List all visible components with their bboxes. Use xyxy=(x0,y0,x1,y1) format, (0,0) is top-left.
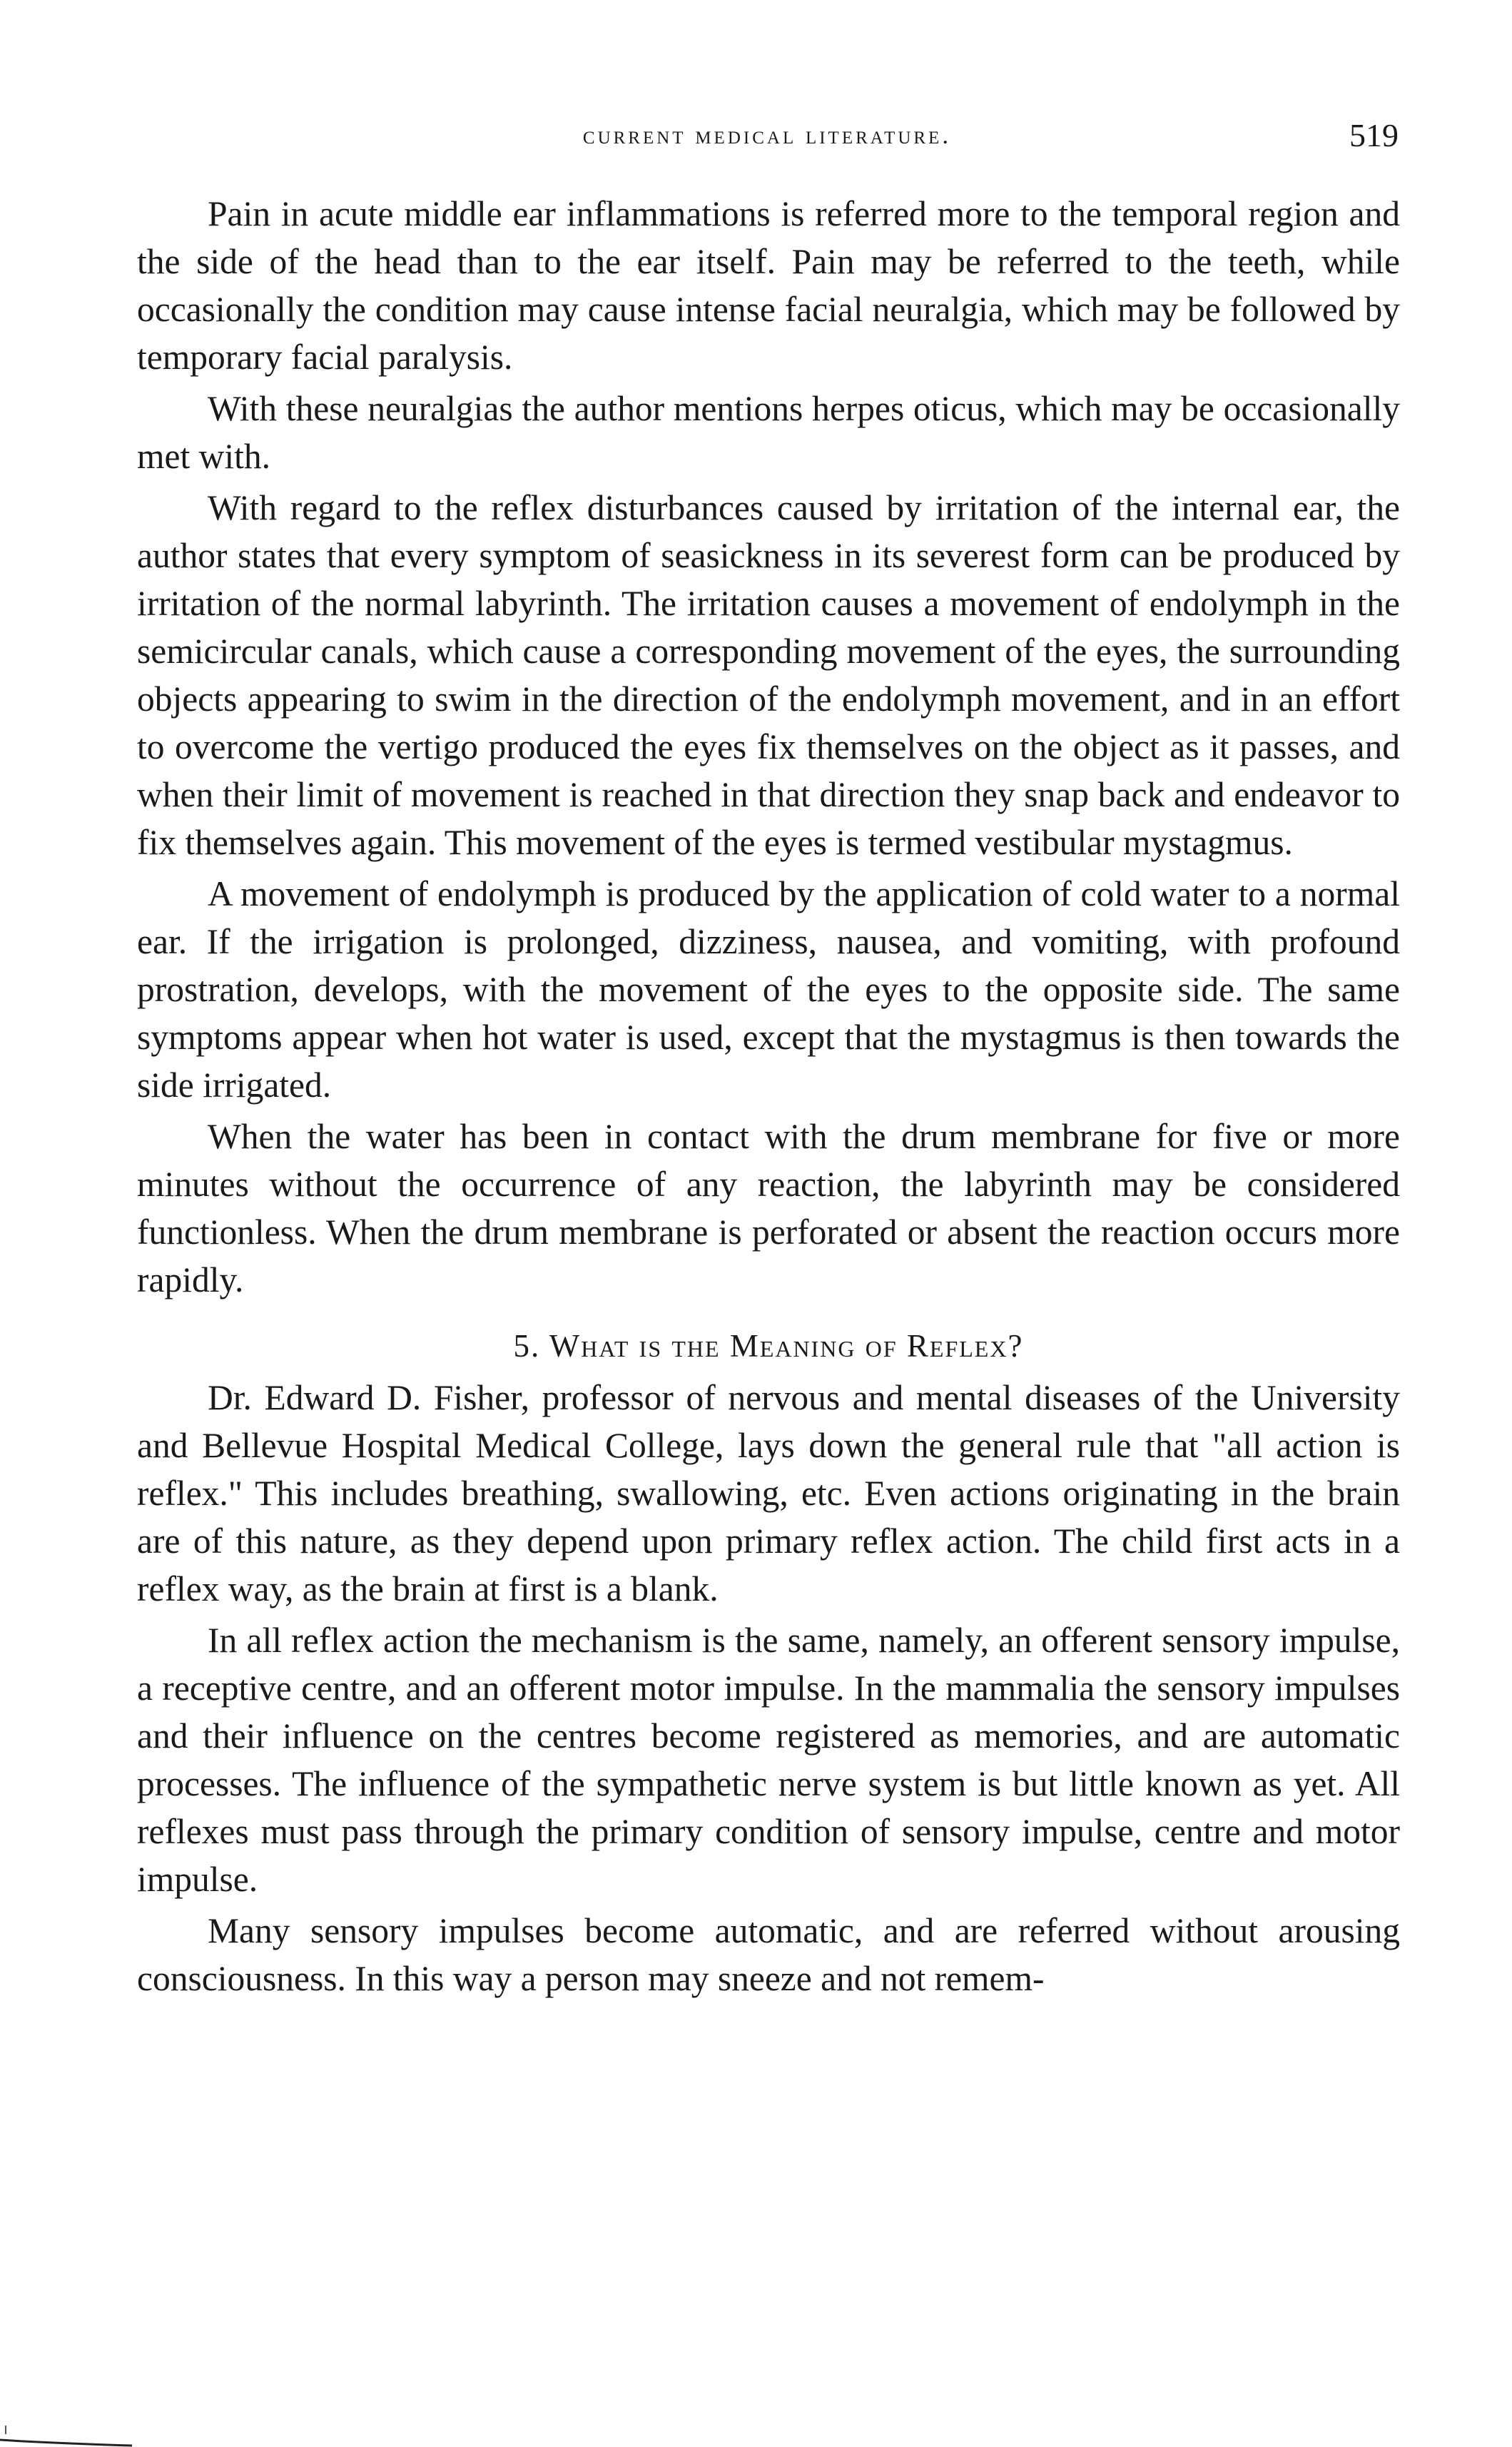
paragraph-2: With these neuralgias the author mentions herpes oticus, which may be occasionally met with. xyxy=(137,389,1400,476)
running-title: current medical literature. xyxy=(582,121,952,149)
scan-edge-mark xyxy=(0,2418,136,2447)
paragraph-1: Pain in acute middle ear inflammations is referred more to the temporal region and the side of the head than to the ear itself. Pain may be referred to the teeth, while occasionally the condition may cause intense facial neuralgia, which may be followed by temporary facial paralysis. xyxy=(137,194,1400,377)
paragraph-3: With regard to the reflex disturbances caused by irritation of the internal ear, the author states that every symptom of seasickness in its severest form can be produced by irritation of the normal labyrinth. The irritation causes a movement of endolymph in the semicircular canals, which cause a corresponding movement of the eyes, the surrounding objects appearing to swim in the direction of the endolymph movement, and in an effort to overcome the vertigo produced the eyes fix themselves on the object as it passes, and when their limit of movement is reached in that direction they snap back and endeavor to fix themselves again. This movement of the eyes is termed vestibular mystagmus. xyxy=(137,488,1400,862)
text-block xyxy=(137,190,1400,2002)
paragraph-8: Many sensory impulses become automatic, and are referred without arousing consciousness. In this way a person may sneeze and not remem- xyxy=(137,1911,1400,1998)
running-head xyxy=(136,114,1399,157)
section-heading: 5. What is the Meaning of Reflex? xyxy=(513,1328,1024,1364)
paragraph-7: In all reflex action the mechanism is the same, namely, an offerent sensory impulse, a receptive centre, and an offerent motor impulse. In the mammalia the sensory impulses and their influence on the centres become registered as memories, and are automatic processes. The influence of the sympathetic nerve system is but little known as yet. All reflexes must pass through the primary condition of sensory impulse, centre and motor impulse. xyxy=(137,1621,1400,1899)
page-number: 519 xyxy=(1349,117,1399,153)
paragraph-4: A movement of endolymph is produced by the application of cold water to a normal ear. If the irrigation is prolonged, dizziness, nausea, and vomiting, with profound prostration, develops, with the movement of the eyes to the opposite side. The same symptoms appear when hot water is used, except that the mystagmus is then towards the side irrigated. xyxy=(137,874,1400,1105)
paragraph-6: Dr. Edward D. Fisher, professor of nervous and mental diseases of the University and Bellevue Hospital Medical College, lays down the general rule that "all action is reflex." This includes breathing, swallowing, etc. Even actions originating in the brain are of this nature, as they depend upon primary reflex action. The child first acts in a reflex way, as the brain at first is a blank. xyxy=(137,1378,1400,1608)
paragraph-5: When the water has been in contact with the drum membrane for five or more minutes without the occurrence of any reaction, the labyrinth may be considered functionless. When the drum membrane is perforated or absent the reaction occurs more rapidly. xyxy=(137,1117,1400,1300)
